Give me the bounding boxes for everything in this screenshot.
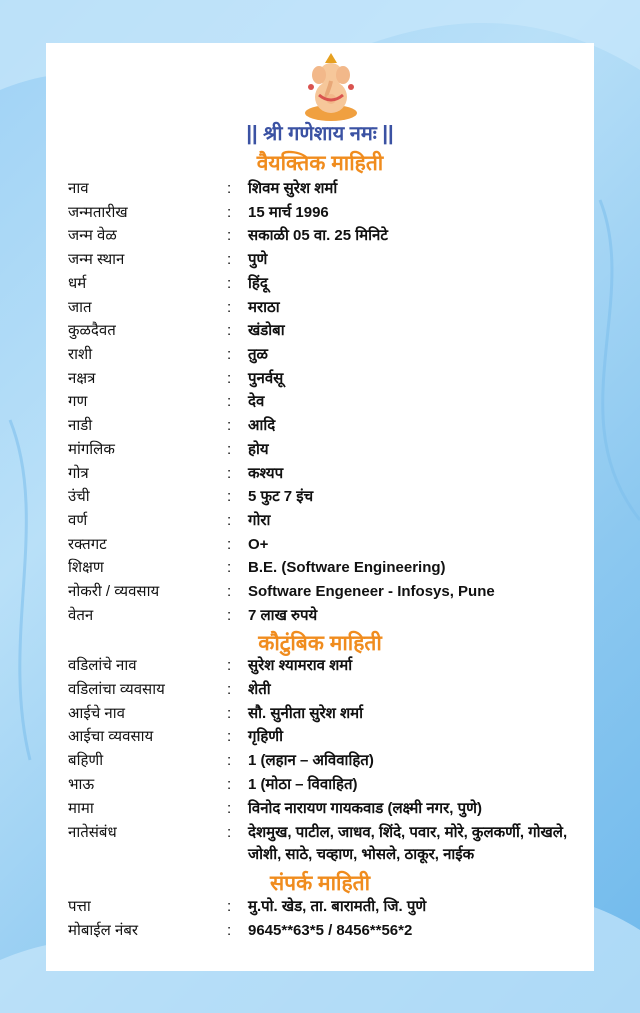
row-value: आदि <box>248 417 276 434</box>
row-colon: : <box>227 227 232 244</box>
row-colon: : <box>227 275 232 292</box>
row-value: O+ <box>248 536 269 553</box>
family-row <box>68 774 588 798</box>
family-row <box>68 655 588 679</box>
row-value: होय <box>248 441 269 458</box>
row-colon: : <box>227 898 232 915</box>
contact-row <box>68 920 588 944</box>
row-value: गृहिणी <box>248 728 284 745</box>
row-value: 1 (मोठा – विवाहित) <box>248 776 358 793</box>
row-value: 7 लाख रुपये <box>248 607 318 624</box>
row-colon: : <box>227 465 232 482</box>
row-value: 15 मार्च 1996 <box>248 204 329 221</box>
row-colon: : <box>227 441 232 458</box>
family-row <box>68 750 588 774</box>
family-row <box>68 703 588 727</box>
row-colon: : <box>227 800 232 817</box>
row-colon: : <box>227 251 232 268</box>
row-label: जन्म वेळ <box>68 227 117 244</box>
row-label: शिक्षण <box>68 559 104 576</box>
row-label: वडिलांचा व्यवसाय <box>68 681 165 698</box>
row-colon: : <box>227 607 232 624</box>
row-colon: : <box>227 417 232 434</box>
personal-row <box>68 320 588 344</box>
row-label: नातेसंबंध <box>68 824 117 841</box>
row-value: खंडोबा <box>248 322 285 339</box>
row-colon: : <box>227 705 232 722</box>
row-value: मु.पो. खेड, ता. बारामती, जि. पुणे <box>248 898 427 915</box>
row-label: मांगलिक <box>68 441 115 458</box>
row-colon: : <box>227 559 232 576</box>
row-label: नक्षत्र <box>68 370 96 387</box>
personal-row <box>68 273 588 297</box>
row-label: वेतन <box>68 607 94 624</box>
row-label: आईचा व्यवसाय <box>68 728 154 745</box>
row-label: जन्म स्थान <box>68 251 125 268</box>
row-colon: : <box>227 322 232 339</box>
row-colon: : <box>227 728 232 745</box>
row-colon: : <box>227 752 232 769</box>
row-label: जन्मतारीख <box>68 204 128 221</box>
row-colon: : <box>227 370 232 387</box>
personal-row <box>68 605 588 629</box>
personal-row <box>68 439 588 463</box>
row-value: गोरा <box>248 512 271 529</box>
row-value: कश्यप <box>248 465 284 482</box>
personal-row <box>68 297 588 321</box>
row-colon: : <box>227 922 232 939</box>
blessing-heading: || श्री गणेशाय नमः || <box>246 123 394 145</box>
row-value: तुळ <box>248 346 268 363</box>
row-colon: : <box>227 180 232 197</box>
personal-row <box>68 249 588 273</box>
row-label: वर्ण <box>68 512 88 529</box>
section-family-title: कौटुंबिक माहिती <box>258 632 382 655</box>
ganesha-icon <box>299 51 363 123</box>
personal-row <box>68 534 588 558</box>
row-colon: : <box>227 346 232 363</box>
section-personal-title: वैयक्तिक माहिती <box>256 152 384 175</box>
row-value: मराठा <box>248 299 280 316</box>
row-label: मामा <box>68 800 94 817</box>
row-label: धर्म <box>68 275 87 292</box>
personal-row <box>68 510 588 534</box>
family-row <box>68 679 588 703</box>
row-value: 9645**63*5 / 8456**56*2 <box>248 922 413 939</box>
row-value: शेती <box>248 681 271 698</box>
row-label: रक्तगट <box>68 536 107 553</box>
row-label: बहिणी <box>68 752 104 769</box>
row-label: कुळदैवत <box>68 322 116 339</box>
row-colon: : <box>227 512 232 529</box>
row-colon: : <box>227 776 232 793</box>
row-value: देव <box>248 393 265 410</box>
row-colon: : <box>227 299 232 316</box>
personal-row <box>68 463 588 487</box>
row-label: नाव <box>68 180 89 197</box>
personal-row <box>68 581 588 605</box>
row-label: पत्ता <box>68 898 91 915</box>
row-value: Software Engeneer - Infosys, Pune <box>248 583 495 600</box>
row-value: विनोद नारायण गायकवाड (लक्ष्मी नगर, पुणे) <box>248 800 482 817</box>
personal-row <box>68 391 588 415</box>
personal-row <box>68 415 588 439</box>
row-label: गोत्र <box>68 465 89 482</box>
section-contact-title: संपर्क माहिती <box>269 872 371 895</box>
row-label: गण <box>68 393 88 410</box>
family-row <box>68 798 588 822</box>
row-value: देशमुख, पाटील, जाधव, शिंदे, पवार, मोरे, कुलकर्णी, गोखले, जोशी, साठे, चव्हाण, भोसले, ठाकूर, नाईक <box>248 824 568 863</box>
row-value: 1 (लहान – अविवाहित) <box>248 752 374 769</box>
biodata-card <box>46 43 594 971</box>
row-colon: : <box>227 204 232 221</box>
row-value: सकाळी 05 वा. 25 मिनिटे <box>248 227 388 244</box>
row-colon: : <box>227 824 232 841</box>
row-label: आईचे नाव <box>68 705 125 722</box>
row-label: भाऊ <box>68 776 95 793</box>
row-colon: : <box>227 681 232 698</box>
personal-row <box>68 178 588 202</box>
row-value: पुनर्वसू <box>248 370 284 387</box>
family-row <box>68 822 588 870</box>
row-label: नाडी <box>68 417 93 434</box>
row-value: पुणे <box>248 251 268 268</box>
row-value: B.E. (Software Engineering) <box>248 559 446 576</box>
row-colon: : <box>227 536 232 553</box>
row-label: राशी <box>68 346 93 363</box>
row-colon: : <box>227 488 232 505</box>
personal-row <box>68 368 588 392</box>
row-colon: : <box>227 393 232 410</box>
personal-row <box>68 202 588 226</box>
personal-row <box>68 557 588 581</box>
row-label: वडिलांचे नाव <box>68 657 137 674</box>
row-label: जात <box>68 299 92 316</box>
personal-row <box>68 225 588 249</box>
row-colon: : <box>227 583 232 600</box>
row-label: नोकरी / व्यवसाय <box>68 583 160 600</box>
row-value: 5 फुट 7 इंच <box>248 488 314 505</box>
personal-row <box>68 486 588 510</box>
row-value: हिंदू <box>248 275 268 292</box>
row-value: सौ. सुनीता सुरेश शर्मा <box>248 705 364 722</box>
row-label: उंची <box>68 488 90 505</box>
row-value: शिवम सुरेश शर्मा <box>248 180 338 197</box>
row-colon: : <box>227 657 232 674</box>
row-value: सुरेश श्यामराव शर्मा <box>248 657 353 674</box>
row-label: मोबाईल नंबर <box>68 922 139 939</box>
personal-row <box>68 344 588 368</box>
contact-row <box>68 896 588 920</box>
family-row <box>68 726 588 750</box>
